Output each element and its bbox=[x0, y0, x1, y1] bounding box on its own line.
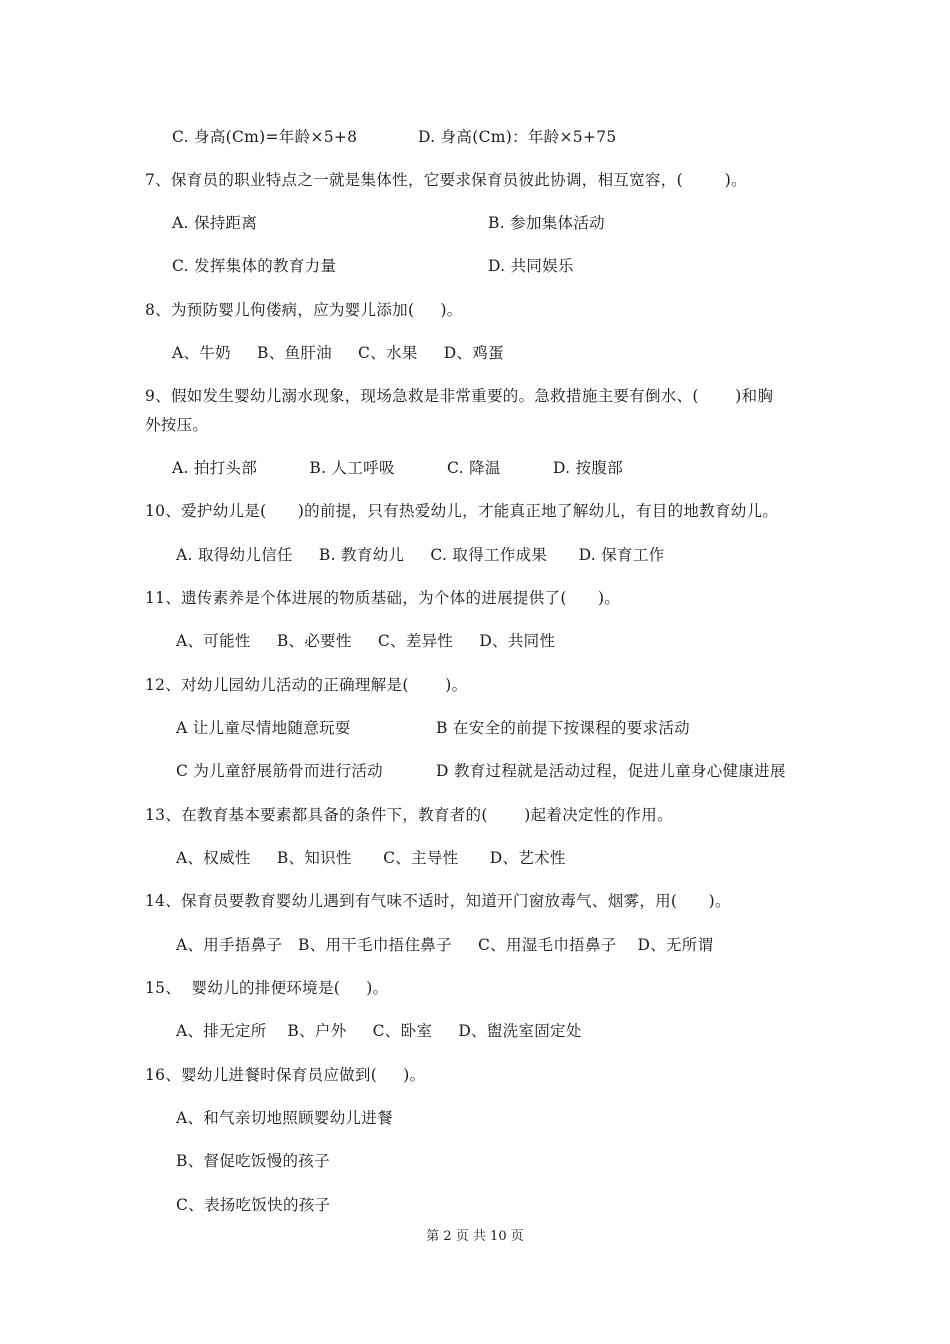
q16-option-c: C、表扬吃饭快的孩子 bbox=[176, 1196, 331, 1214]
q12-option-c: C 为儿童舒展筋骨而进行活动 bbox=[176, 762, 383, 780]
q16-option-b: B、督促吃饭慢的孩子 bbox=[176, 1152, 330, 1170]
page-number-footer: 第 2 页 共 10 页 bbox=[426, 1229, 524, 1244]
q7-option-b: B. 参加集体活动 bbox=[488, 214, 605, 232]
q12-option-b: B 在安全的前提下按课程的要求活动 bbox=[436, 719, 690, 737]
question-13: 13、在教育基本要素都具备的条件下，教育者的( )起着决定性的作用。 bbox=[145, 806, 673, 824]
question-10: 10、爱护幼儿是( )的前提，只有热爱幼儿，才能真正地了解幼儿，有目的地教育幼儿。 bbox=[145, 502, 779, 520]
q12-option-d: D 教育过程就是活动过程，促进儿童身心健康进展 bbox=[436, 762, 786, 780]
q10-options: A. 取得幼儿信任 B. 教育幼儿 C. 取得工作成果 D. 保育工作 bbox=[176, 546, 665, 564]
question-9-line-2: 外按压。 bbox=[145, 416, 209, 434]
question-9-line-1: 9、假如发生婴幼儿溺水现象，现场急救是非常重要的。急救措施主要有倒水、( )和胸 bbox=[145, 387, 774, 405]
q6-option-d: D. 身高(Cm)：年龄×5+75 bbox=[418, 128, 617, 146]
q6-option-c: C. 身高(Cm)=年龄×5+8 bbox=[172, 128, 358, 146]
q9-options: A. 拍打头部 B. 人工呼吸 C. 降温 D. 按腹部 bbox=[172, 459, 623, 477]
question-12: 12、对幼儿园幼儿活动的正确理解是( )。 bbox=[145, 676, 468, 694]
question-16: 16、婴幼儿进餐时保育员应做到( )。 bbox=[145, 1066, 426, 1084]
question-14: 14、保育员要教育婴幼儿遇到有气味不适时，知道开门窗放毒气、烟雾，用( )。 bbox=[145, 892, 731, 910]
q14-options: A、用手捂鼻子 B、用干毛巾捂住鼻子 C、用湿毛巾捂鼻子 D、无所谓 bbox=[176, 936, 714, 954]
question-11: 11、遗传素养是个体进展的物质基础，为个体的进展提供了( )。 bbox=[145, 589, 621, 607]
q8-options: A、牛奶 B、鱼肝油 C、水果 D、鸡蛋 bbox=[172, 344, 504, 362]
question-8: 8、为预防婴儿佝偻病，应为婴儿添加( )。 bbox=[145, 301, 463, 319]
q15-options: A、排无定所 B、户外 C、卧室 D、盥洗室固定处 bbox=[176, 1022, 582, 1040]
question-15: 15、 婴幼儿的排便环境是( )。 bbox=[145, 979, 389, 997]
question-7: 7、保育员的职业特点之一就是集体性，它要求保育员彼此协调，相互宽容，( )。 bbox=[145, 171, 747, 189]
q16-option-a: A、和气亲切地照顾婴幼儿进餐 bbox=[176, 1109, 393, 1127]
q11-options: A、可能性 B、必要性 C、差异性 D、共同性 bbox=[176, 632, 556, 650]
q12-option-a: A 让儿童尽情地随意玩耍 bbox=[176, 719, 351, 737]
q7-option-d: D. 共同娱乐 bbox=[488, 257, 574, 275]
q13-options: A、权威性 B、知识性 C、主导性 D、艺术性 bbox=[176, 849, 566, 867]
q7-option-c: C. 发挥集体的教育力量 bbox=[172, 257, 337, 275]
q7-option-a: A. 保持距离 bbox=[172, 214, 258, 232]
